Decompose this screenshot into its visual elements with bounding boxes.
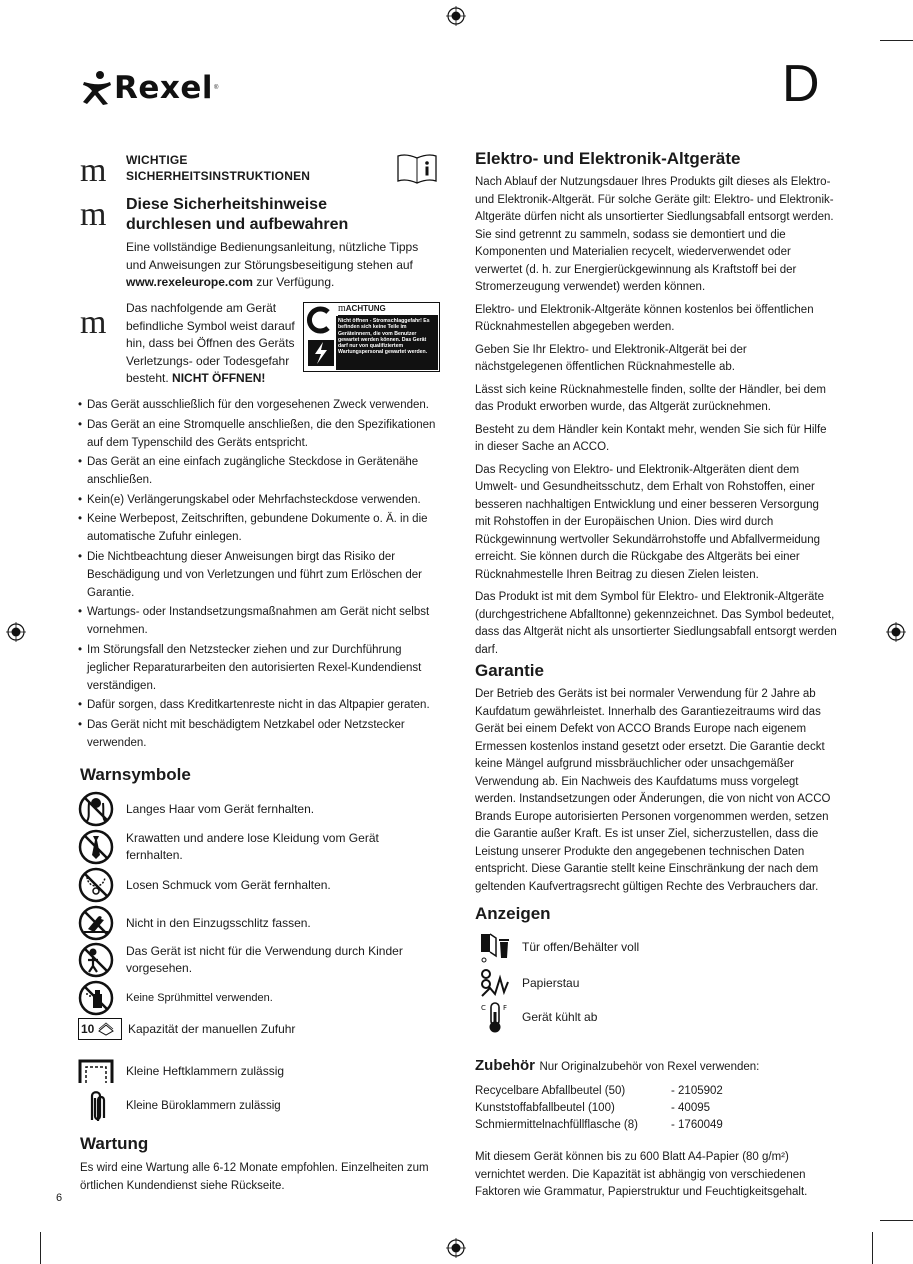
achtung-label xyxy=(303,302,440,372)
safety-subheading-line: Diese Sicherheitshinweise xyxy=(126,196,327,213)
elektro-title: Elektro- und Elektronik-Altgeräte xyxy=(475,149,741,168)
elektro-paragraph: Elektro- und Elektronik-Altgeräte können kostenlos bei öffentlichen Rücknahmestellen abgegeben werden. xyxy=(475,303,814,333)
safety-subheading-line: durchlesen und aufbewahren xyxy=(126,216,349,233)
warning-text: Das Gerät ist nicht für die Verwendung durch Kinder vorgesehen. xyxy=(126,944,403,975)
list-item: • Das Gerät ausschließlich für den vorgesehenen Zweck verwenden. xyxy=(78,396,440,414)
safety-marker: m xyxy=(80,196,107,233)
list-item: • Das Gerät an eine Stromquelle anschließen, die den Spezifikationen auf dem Typenschild des Geräts entspricht. xyxy=(78,416,440,452)
zubehoer-title: Zubehör xyxy=(475,1057,535,1074)
registered-mark: ® xyxy=(214,85,219,91)
accessory-name: Kunststoffabfallbeutel (100) xyxy=(475,1102,615,1114)
table-row xyxy=(475,1117,775,1134)
registration-mark-icon xyxy=(446,1238,466,1258)
warning-row xyxy=(78,1088,438,1124)
paperclip-icon xyxy=(78,1088,114,1124)
symbol-note-text: Das nachfolgende am Gerät befindliche Symbol weist darauf hin, dass bei Öffnen des Geräts Verletzungs- oder Todesgefahr besteht. xyxy=(126,301,295,385)
list-item: • Im Störungsfall den Netzstecker ziehen und zur Durchführung jeglicher Reparaturarbeiten den autorisierten Rexel-Kundendienst verständigen. xyxy=(78,641,440,695)
indicator-text: Gerät kühlt ab xyxy=(522,1010,598,1024)
paper-stack-icon xyxy=(97,1022,115,1036)
door-open-bin-full-icon xyxy=(478,930,512,964)
warning-row xyxy=(78,791,438,827)
warning-row xyxy=(78,1053,438,1089)
intro-suffix: zur Verfügung. xyxy=(252,275,335,289)
warning-row xyxy=(78,980,438,1016)
zubehoer-heading xyxy=(475,1057,759,1075)
warning-row xyxy=(78,905,438,941)
brand-logo xyxy=(80,70,218,106)
indicator-row xyxy=(478,1000,597,1034)
crop-mark xyxy=(880,1220,913,1221)
safety-marker: m xyxy=(80,152,107,189)
rexel-figure-icon xyxy=(80,70,114,106)
accessory-code: - 40095 xyxy=(671,1102,711,1114)
list-item: • Das Gerät nicht mit beschädigtem Netzkabel oder Netzstecker verwenden. xyxy=(78,716,440,752)
paper-jam-icon xyxy=(478,966,512,1000)
intro-text: Eine vollständige Bedienungsanleitung, nützliche Tipps und Anweisungen zur Störungsbeseitigung stehen auf xyxy=(126,240,419,272)
safety-heading xyxy=(126,152,310,184)
indicator-text: Tür offen/Behälter voll xyxy=(522,940,640,954)
safety-marker: m xyxy=(80,304,107,341)
garantie-title: Garantie xyxy=(475,661,544,680)
svg-text:C: C xyxy=(481,1004,486,1012)
list-item: • Kein(e) Verlängerungskabel oder Mehrfachsteckdose verwenden. xyxy=(78,491,440,509)
child-warning-icon xyxy=(78,942,114,978)
garantie-text: Der Betrieb des Geräts ist bei normaler Verwendung für 2 Jahre ab Kaufdatum gewährleistet. Innerhalb des Garantiezeitraums wird das Gerät bei einem Defekt von ACCO Brands Europe nach eigenem Ermessen kostenlos instand gesetzt oder ersetzt. Die Garantie deckt keine Mängel aufgrund missbräuchlicher oder unsachgemäßer Verwendung ab. Ein Nachweis des Kaufdatums muss vorgelegt werden. Instandsetzungen oder Änderungen, die von nicht von ACCO Brands Europe autorisierten Personen vorgenommen werden, setzen die Garantie außer Kraft. Es ist unser Ziel, sicherzustellen, dass die Leistung unserer Produkte den angegebenen technischen Daten entspricht. Diese Garantie stellt keine Einschränkung der nach dem geltenden Kaufvertragsrecht gültigen Rechte des Verbrauchers dar. xyxy=(475,688,831,893)
electric-shock-icon xyxy=(306,306,336,368)
capacity-icon xyxy=(78,1018,122,1040)
list-item: • Keine Werbepost, Zeitschriften, gebundene Dokumente o. Ä. in die automatische Zufuhr einlegen. xyxy=(78,510,440,546)
anzeigen-title: Anzeigen xyxy=(475,904,551,923)
jewelry-warning-icon xyxy=(78,867,114,903)
zubehoer-subtitle: Nur Originalzubehör von Rexel verwenden: xyxy=(539,1061,760,1073)
accessory-name: Recycelbare Abfallbeutel (50) xyxy=(475,1085,626,1097)
table-row xyxy=(475,1100,775,1117)
wartung-title: Wartung xyxy=(80,1134,149,1153)
accessory-code: - 2105902 xyxy=(671,1085,723,1097)
elektro-paragraph: Geben Sie Ihr Elektro- und Elektronik-Altgerät bei der nächstgelegenen öffentlichen Rücknahmestelle ab. xyxy=(475,343,747,373)
achtung-text: Nicht öffnen - Stromschlaggefahr! Es befinden sich keine Teile im Geräteinnern, die vom Benutzer gewartet werden können. Das Gerät darf nur von qualifiziertem Wartungspersonal gewartet werden. xyxy=(336,316,438,370)
list-item: • Das Gerät an eine einfach zugängliche Steckdose in Gerätenähe anschließen. xyxy=(78,453,440,489)
safety-bullet-list xyxy=(78,396,440,753)
capacity-badge: 10 xyxy=(81,1022,95,1036)
warning-text: Krawatten und andere lose Kleidung vom Gerät fernhalten. xyxy=(126,831,379,862)
intro-url-link[interactable]: www.rexeleurope.com xyxy=(126,275,253,289)
brand-name: Rexel xyxy=(114,70,214,106)
wartung-text: Es wird eine Wartung alle 6-12 Monate empfohlen. Einzelheiten zum örtlichen Kundendienst siehe Rückseite. xyxy=(80,1162,429,1192)
warning-row xyxy=(78,1018,438,1040)
symbol-note xyxy=(126,300,298,388)
indicator-row xyxy=(478,966,579,1000)
warning-row xyxy=(78,829,438,865)
crop-mark xyxy=(872,1232,873,1264)
staple-icon xyxy=(78,1053,114,1089)
registration-mark-icon xyxy=(6,622,26,642)
warning-row xyxy=(78,867,438,903)
safety-intro xyxy=(126,239,426,292)
warning-text: Kleine Heftklammern zulässig xyxy=(126,1063,285,1078)
hair-warning-icon xyxy=(78,791,114,827)
elektro-paragraph: Besteht zu dem Händler kein Kontakt mehr, wenden Sie sich für Hilfe in dieser Sache an ACCO. xyxy=(475,423,827,453)
achtung-marker: m xyxy=(338,303,346,314)
warning-row xyxy=(78,942,438,978)
thermometer-icon xyxy=(478,1000,512,1034)
elektro-body xyxy=(475,174,837,664)
warning-text: Losen Schmuck vom Gerät fernhalten. xyxy=(126,877,331,892)
page-number: 6 xyxy=(56,1192,63,1204)
achtung-head xyxy=(338,303,438,316)
crop-mark xyxy=(40,1232,41,1264)
indicator-row xyxy=(478,930,639,964)
spray-warning-icon xyxy=(78,980,114,1016)
table-row xyxy=(475,1083,775,1100)
capacity-note: Mit diesem Gerät können bis zu 600 Blatt A4-Papier (80 g/m²) vernichtet werden. Die Kapazität ist abhängig von verschiedenen Faktoren wie Grammatur, Papierstruktur und Feuchtigkeitsgehalt. xyxy=(475,1151,808,1198)
list-item: • Die Nichtbeachtung dieser Anweisungen birgt das Risiko der Beschädigung und von Verletzungen und führt zum Erlöschen der Garantie. xyxy=(78,548,440,602)
safety-subheading xyxy=(126,195,348,235)
accessory-code: - 1760049 xyxy=(671,1119,723,1131)
accessory-name: Schmiermittelnachfüllflasche (8) xyxy=(475,1119,638,1131)
accessory-table xyxy=(475,1083,775,1134)
svg-text:F: F xyxy=(503,1004,508,1012)
read-manual-icon xyxy=(396,152,438,184)
warning-text: Nicht in den Einzugsschlitz fassen. xyxy=(126,915,311,930)
registration-mark-icon xyxy=(446,6,466,26)
hand-warning-icon xyxy=(78,905,114,941)
safety-heading-line: WICHTIGE xyxy=(126,153,188,167)
warning-text: Keine Sprühmittel verwenden. xyxy=(126,991,273,1004)
symbol-note-strong: NICHT ÖFFNEN! xyxy=(168,371,266,385)
tie-warning-icon xyxy=(78,829,114,865)
elektro-paragraph: Das Produkt ist mit dem Symbol für Elektro- und Elektronik-Altgeräte (durchgestrichene Abfalltonne) gekennzeichnet. Das Symbol bedeutet, dass das Altgerät nicht als unsortierter Siedlungsabfall entsorgt werden darf. xyxy=(475,591,837,656)
warning-text: Langes Haar vom Gerät fernhalten. xyxy=(126,801,315,816)
registration-mark-icon xyxy=(886,622,906,642)
elektro-paragraph: Das Recycling von Elektro- und Elektronik-Altgeräten dient dem Umwelt- und Gesundheitsschutz, dem Erhalt von Rohstoffen, einer besseren nachhaltigen Entwicklung und einer besseren Versorgung mit Rohstoffen in der Europäischen Union. Dies wird durch Rückgewinnung wertvoller Sekundärrohstoffe und Abfallvermeidung erreicht. Sie können durch die Rückgabe des Altgeräts bei einer Rücknahmestelle Ihren Beitrag zu diesen Zielen leisten. xyxy=(475,463,820,581)
indicator-text: Papierstau xyxy=(522,976,580,990)
elektro-paragraph: Lässt sich keine Rücknahmestelle finden, sollte der Händler, bei dem das Produkt erworben wurde, das Altgerät zurücknehmen. xyxy=(475,383,826,413)
safety-heading-line: SICHERHEITSINSTRUKTIONEN xyxy=(126,169,311,183)
list-item: • Dafür sorgen, dass Kreditkartenreste nicht in das Altpapier geraten. xyxy=(78,696,440,714)
warning-text: Kleine Büroklammern zulässig xyxy=(126,1099,281,1112)
crop-mark xyxy=(880,40,913,41)
warning-text: Kapazität der manuellen Zufuhr xyxy=(128,1021,296,1036)
achtung-title: ACHTUNG xyxy=(345,304,386,313)
list-item: • Wartungs- oder Instandsetzungsmaßnahmen am Gerät nicht selbst vornehmen. xyxy=(78,603,440,639)
warnsymbole-title: Warnsymbole xyxy=(80,765,191,784)
elektro-paragraph: Nach Ablauf der Nutzungsdauer Ihres Produkts gilt dieses als Elektro- und Elektronik-Altgerät. Für solche Geräte gilt: Elektro- und Elektronik-Altgeräte dürfen nicht als unsortierter Siedlungsabfall entsorgt werden. Sie sind getrennt zu sammeln, sodass sie demontiert und die Komponenten und Materialien recycelt, wiederverwendet oder verwertet (d. h. zur Energierückgewinnung als Kraftstoff bei der Stromerzeugung verwendet) werden können. xyxy=(475,176,834,293)
language-code: D xyxy=(782,55,820,113)
